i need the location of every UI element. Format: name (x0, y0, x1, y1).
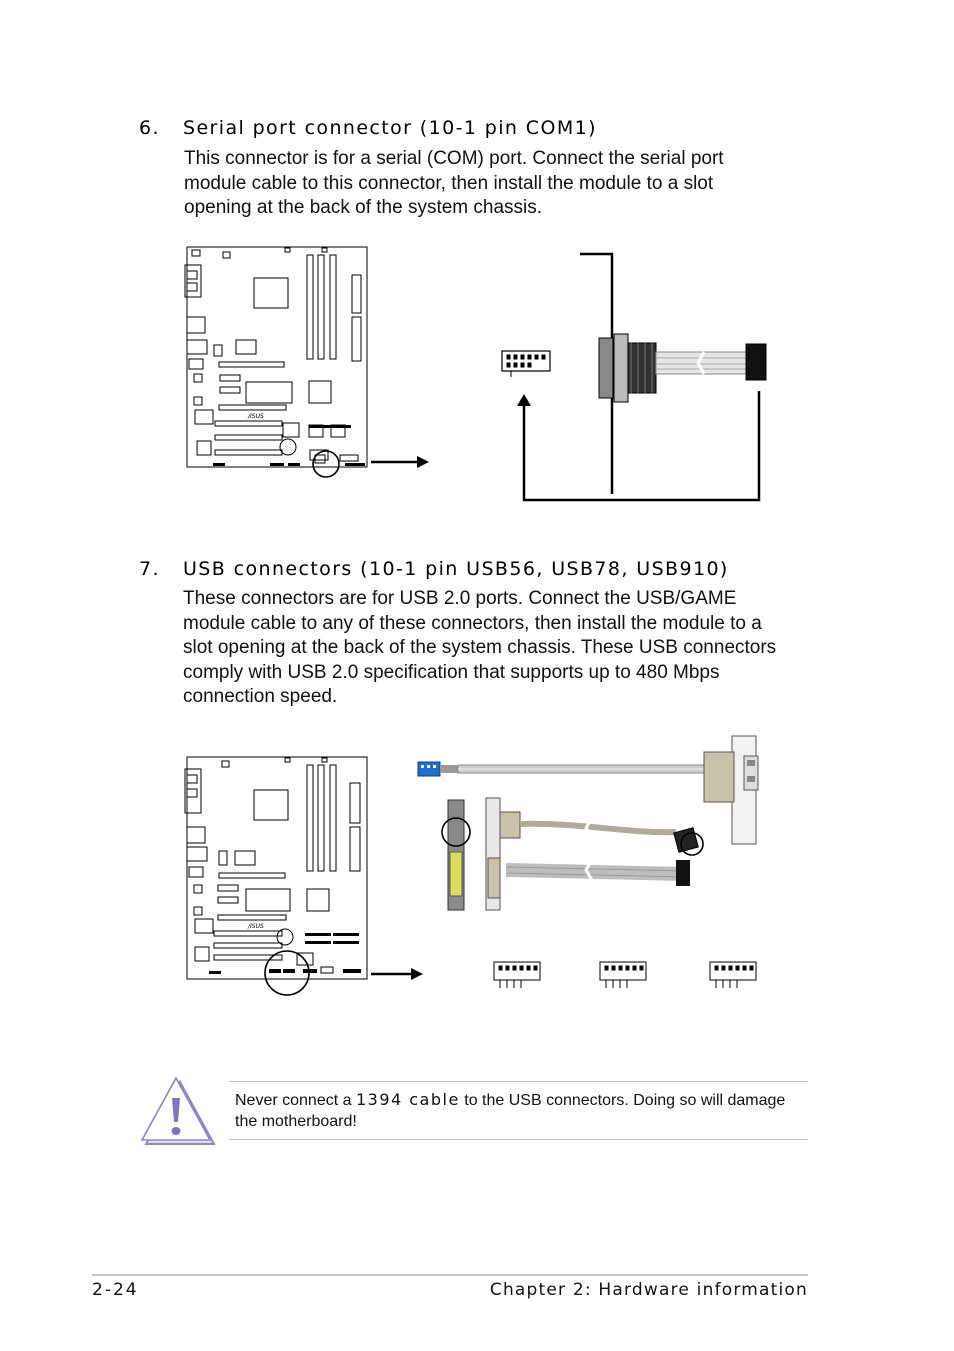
board-outline (187, 247, 367, 467)
section-7-line: comply with USB 2.0 specification that supports up to 480 Mbps (183, 661, 720, 683)
usb-pin-header-usb56 (494, 962, 540, 988)
footer-rule (92, 1274, 808, 1276)
com1-highlight-circle (313, 451, 339, 477)
section-7-line: connection speed. (183, 686, 338, 707)
chapter-title: Chapter 2: Hardware information (489, 1280, 808, 1300)
board-logo: /ISUS (248, 923, 264, 930)
note-bottom-rule (229, 1139, 808, 1140)
section-7-title: USB connectors (10-1 pin USB56, USB78, USB910) (183, 558, 729, 580)
section-7-line: These connectors are for USB 2.0 ports. Connect the USB/GAME (183, 588, 737, 609)
section-6-body (184, 147, 724, 221)
section-7-line: slot opening at the back of the system chassis. These USB connectors (183, 637, 777, 658)
usb-header-plug (418, 762, 440, 776)
usb-pin-header-usb910 (710, 962, 756, 988)
motherboard-diagram-com1 (185, 245, 430, 480)
note-top-rule (229, 1081, 808, 1082)
serial-port-module-illustration (498, 248, 778, 508)
arrow-right-icon (417, 456, 429, 468)
cpu-socket (254, 790, 288, 820)
usb-game-module-illustration (414, 732, 770, 1000)
section-6-number: 6. (139, 117, 160, 139)
note-text (235, 1089, 795, 1132)
section-7-heading (139, 558, 729, 580)
com1-pin-header (502, 351, 550, 371)
page-number: 2-24 (92, 1280, 139, 1300)
cpu-socket (254, 278, 288, 308)
section-6-heading (139, 117, 597, 139)
section-6-line: module cable to this connector, then install the module to a slot (184, 172, 714, 194)
section-7-body (183, 587, 776, 710)
note-suffix: to the USB connectors. Doing so will damage the motherboard! (235, 1092, 786, 1130)
note-emphasis: 1394 cable (355, 1090, 460, 1109)
section-6-line: opening at the back of the system chassis. (184, 197, 543, 218)
arrow-up-icon (517, 394, 531, 406)
section-6-line: This connector is for a serial (COM) port. Connect the serial port (184, 148, 724, 169)
section-7-line: module cable to any of these connectors, then install the module to a (183, 612, 762, 634)
section-6-title: Serial port connector (10-1 pin COM1) (183, 117, 597, 139)
board-logo: /ISUS (248, 413, 264, 420)
motherboard-diagram-usb (185, 755, 430, 1000)
warning-triangle-icon (142, 1076, 218, 1148)
usb-pin-header-usb78 (600, 962, 646, 988)
section-7-number: 7. (139, 558, 160, 580)
note-prefix: Never connect a (235, 1092, 356, 1109)
